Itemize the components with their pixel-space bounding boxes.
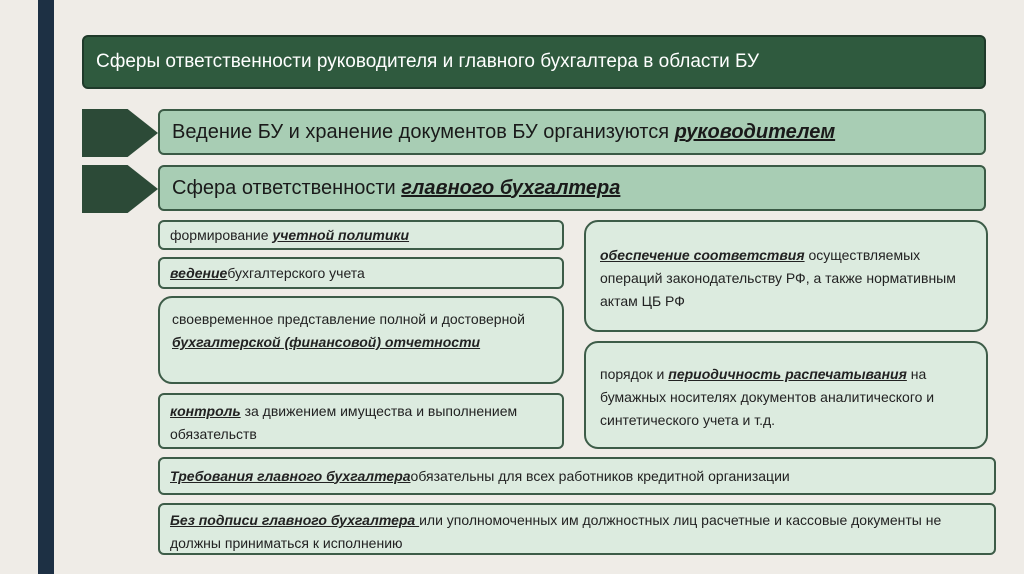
heading-chief-accountant-text [172,177,620,200]
requirements-plain: обязательны для всех работников кредитной организации [410,467,790,484]
slide-title [82,35,986,89]
heading-manager-box [158,109,986,155]
box-bookkeeping [158,257,564,289]
left-accent-bar [38,0,54,574]
signature-plain: или уполномоченных им должностных лиц расчетные и кассовые документы не должны приниматься к исполнению [170,512,942,551]
box-compliance [584,220,988,332]
printing-plain2: на бумажных носителях документов аналитического и синтетического учета и т.д. [600,366,935,428]
box-financial-reporting [158,296,564,384]
compliance-emph: обеспечение соответствия [600,247,805,263]
control-plain: за движением имущества и выполнением обязательств [170,403,518,442]
heading-manager-text [172,121,835,144]
printing-plain1: порядок и [600,366,669,382]
control-emph: контроль [170,403,241,419]
heading-manager-emph: руководителем [674,120,836,143]
heading-chief-plain: Сфера ответственности [172,176,402,199]
box-signature [158,503,996,555]
arrow-marker-1 [82,109,158,157]
heading-chief-emph: главного бухгалтера [401,176,621,199]
requirements-emph: Требования главного бухгалтера [170,467,411,484]
box-control [158,393,564,449]
policy-plain: формирование [170,226,269,243]
reporting-plain: своевременное представление полной и достоверной [172,311,525,327]
arrow-marker-2 [82,165,158,213]
heading-chief-accountant-box [158,165,986,211]
printing-emph: периодичность распечатывания [668,366,907,382]
accounting-emph: ведение [170,264,228,281]
heading-manager-plain: Ведение БУ и хранение документов БУ организуются [172,120,675,143]
policy-emph: учетной политики [272,226,410,243]
compliance-plain: осуществляемых операций законодательству РФ, а также нормативным актам ЦБ РФ [600,247,956,309]
reporting-emph: бухгалтерской (финансовой) отчетности [172,334,481,350]
accounting-plain: бухгалтерского учета [227,264,365,281]
slide-title-text: Сферы ответственности руководителя и главного бухгалтера в области БУ [96,51,760,72]
box-accounting-policy [158,220,564,250]
box-printing-periodicity [584,341,988,449]
box-requirements [158,457,996,495]
signature-emph: Без подписи главного бухгалтера [170,512,420,528]
